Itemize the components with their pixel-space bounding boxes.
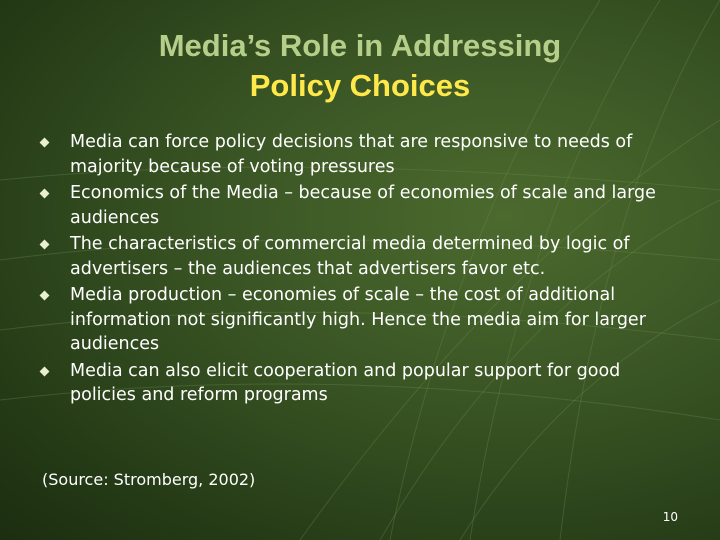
bullet-text: Economics of the Media – because of economies of scale and large audiences — [70, 183, 656, 228]
title-line-1: Media’s Role in Addressing — [158, 28, 562, 63]
bullet-item — [38, 359, 668, 408]
diamond-bullet-icon — [40, 291, 50, 301]
diamond-bullet-icon — [40, 189, 50, 199]
bullet-text: Media production – economies of scale – the cost of additional information not significantly high. Hence the media aim for larger audiences — [70, 285, 646, 354]
page-number: 10 — [662, 510, 678, 524]
slide-title — [0, 26, 720, 106]
source-citation: (Source: Stromberg, 2002) — [42, 470, 256, 489]
bullet-item — [38, 283, 668, 357]
diamond-bullet-icon — [40, 366, 50, 376]
bullet-item — [38, 130, 668, 179]
bullet-text: The characteristics of commercial media determined by logic of advertisers – the audiences that advertisers favor etc. — [70, 234, 630, 279]
title-line-2: Policy Choices — [249, 68, 471, 103]
diamond-bullet-icon — [40, 240, 50, 250]
diamond-bullet-icon — [40, 138, 50, 148]
bullet-text: Media can also elicit cooperation and popular support for good policies and reform programs — [70, 360, 621, 405]
bullet-item — [38, 232, 668, 281]
bullet-list — [38, 130, 668, 410]
bullet-item — [38, 181, 668, 230]
bullet-text: Media can force policy decisions that are responsive to needs of majority because of voting pressures — [70, 132, 633, 177]
